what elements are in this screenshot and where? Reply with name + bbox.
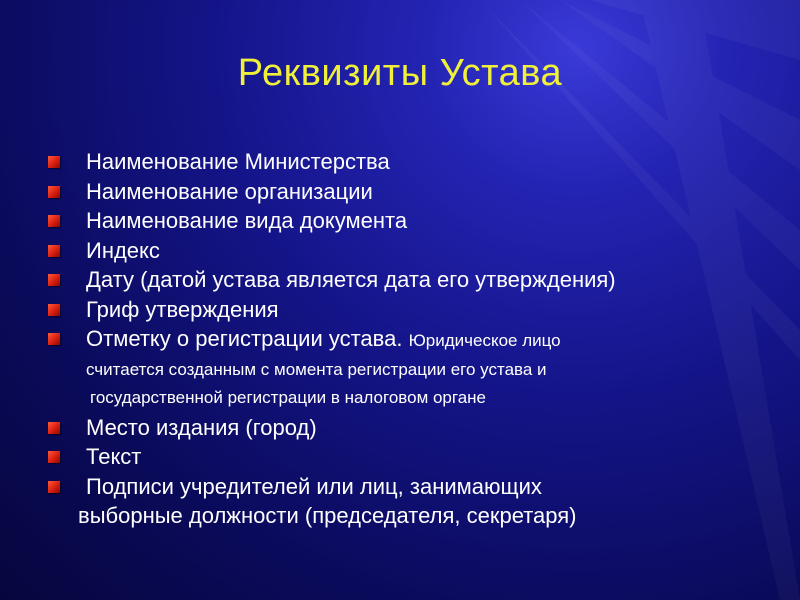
square-bullet-icon: [48, 333, 60, 345]
list-item-text: Отметку о регистрации устава.: [86, 326, 403, 351]
square-bullet-icon: [48, 422, 60, 434]
list-item: [48, 413, 778, 443]
square-bullet-icon: [48, 156, 60, 168]
list-item-text: Наименование вида документа: [86, 208, 408, 233]
list-item: [48, 147, 778, 177]
slide-title: Реквизиты Устава: [237, 52, 563, 94]
list-item-text: Наименование организации: [86, 178, 373, 204]
square-bullet-icon: [48, 274, 60, 286]
list-item-note: считается созданным с момента регистрации его устава и: [86, 359, 547, 379]
square-bullet-icon: [48, 481, 60, 493]
list-item-note: Юридическое лицо: [408, 331, 561, 350]
square-bullet-icon: [48, 215, 60, 227]
list-item-text-continued: выборные должности (председателя, секретаря): [78, 503, 577, 528]
list-item: [48, 472, 778, 531]
square-bullet-icon: [48, 304, 60, 316]
square-bullet-icon: [48, 451, 60, 463]
list-item: [48, 265, 778, 295]
list-item-note: государственной регистрации в налоговом органе: [90, 388, 487, 407]
list-item-text: Гриф утверждения: [86, 296, 279, 322]
list-item-text: Место издания (город): [86, 414, 317, 440]
list-item: [48, 206, 778, 236]
square-bullet-icon: [48, 186, 60, 198]
list-item: [48, 177, 778, 207]
list-item-text: Текст: [86, 444, 142, 469]
list-item-text: Индекс: [86, 237, 160, 263]
list-item-text: Наименование Министерства: [86, 149, 390, 174]
list-item-text: Подписи учредителей или лиц, занимающих: [86, 473, 542, 499]
list-item-text: Дату (датой устава является дата его утверждения): [86, 267, 616, 292]
list-item: [48, 324, 778, 413]
list-item: [48, 442, 778, 472]
square-bullet-icon: [48, 245, 60, 257]
list-item: [48, 236, 778, 266]
list-item: [48, 295, 778, 325]
requisites-list: [48, 147, 778, 531]
